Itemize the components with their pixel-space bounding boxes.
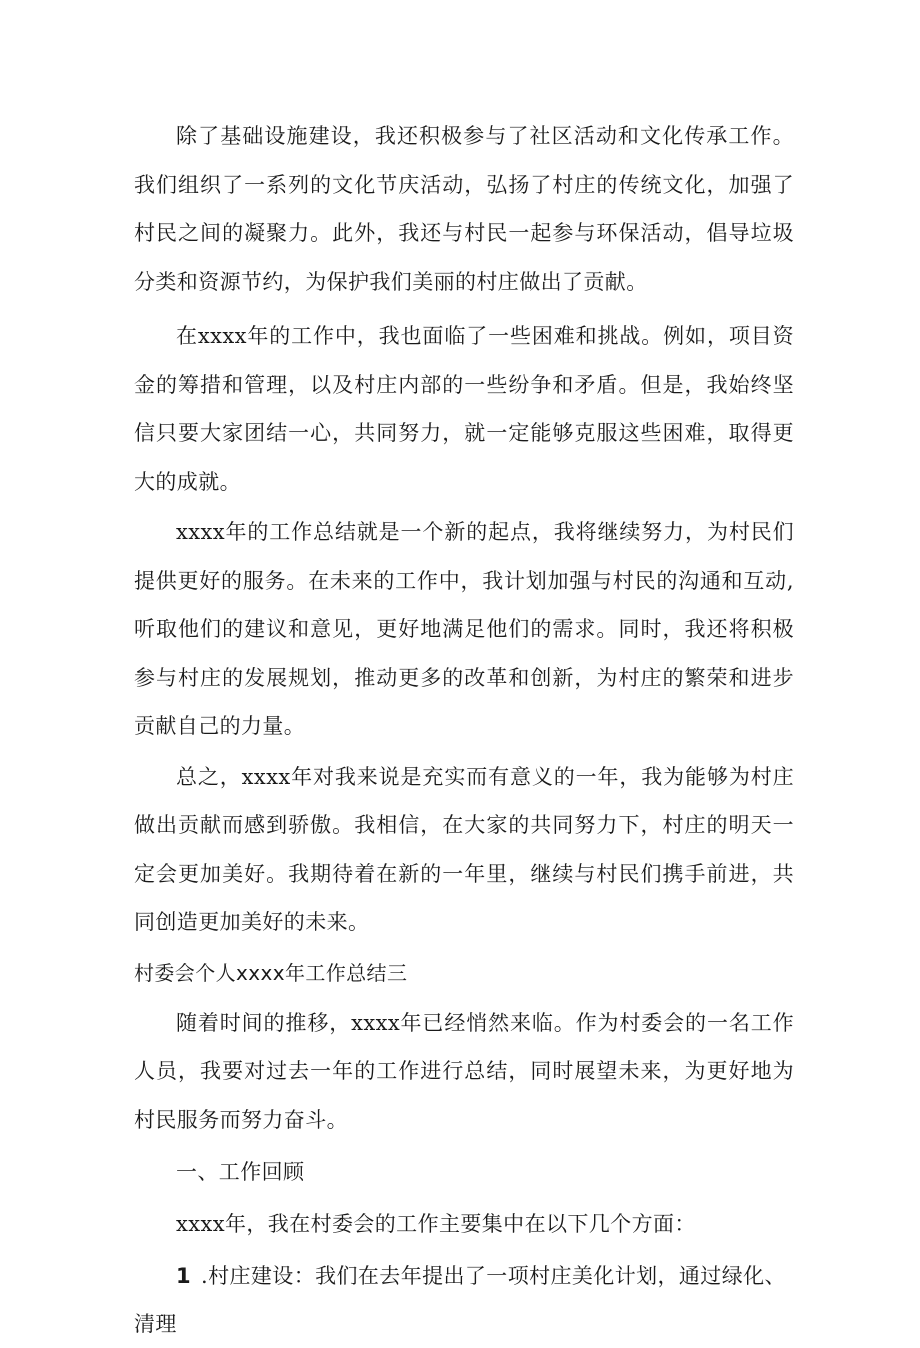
paragraph-challenges: 在xxxx年的工作中，我也面临了一些困难和挑战。例如，项目资金的筹措和管理，以及村庄内部的一些纷争和矛盾。但是，我始终坚信只要大家团结一心，共同努力，就一定能够克服这些困难，取得更大的成就。 <box>134 324 794 494</box>
list-item-village-construction <box>134 1252 794 1348</box>
document-body <box>134 112 794 1348</box>
section-heading: 村委会个人xxxx年工作总结三 <box>134 960 408 985</box>
paragraph-lead: xxxx年，我在村委会的工作主要集中在以下几个方面： <box>176 1212 696 1236</box>
paragraph-conclusion: 总之，xxxx年对我来说是充实而有意义的一年，我为能够为村庄做出贡献而感到骄傲。我相信，在大家的共同努力下，村庄的明天一定会更加美好。我期待着在新的一年里，继续与村民们携手前进，共同创造更加美好的未来。 <box>134 764 794 934</box>
list-item-text: .村庄建设：我们在去年提出了一项村庄美化计划，通过绿化、清理 <box>134 1264 786 1336</box>
paragraph-infrastructure: 除了基础设施建设，我还积极参与了社区活动和文化传承工作。我们组织了一系列的文化节庆活动，弘扬了村庄的传统文化，加强了村民之间的凝聚力。此外，我还与村民一起参与环保活动，倡导垃圾分类和资源节约，为保护我们美丽的村庄做出了贡献。 <box>134 124 794 294</box>
list-item-number: 1 <box>176 1264 192 1288</box>
section-label-work-review: 一、工作回顾 <box>176 1160 305 1184</box>
paragraph-new-start: xxxx年的工作总结就是一个新的起点，我将继续努力，为村民们提供更好的服务。在未来的工作中，我计划加强与村民的沟通和互动,听取他们的建议和意见，更好地满足他们的需求。同时，我还将积极参与村庄的发展规划，推动更多的改革和创新，为村庄的繁荣和进步贡献自己的力量。 <box>134 520 794 738</box>
paragraph-intro: 随着时间的推移，xxxx年已经悄然来临。作为村委会的一名工作人员，我要对过去一年的工作进行总结，同时展望未来，为更好地为村民服务而努力奋斗。 <box>134 1010 794 1132</box>
